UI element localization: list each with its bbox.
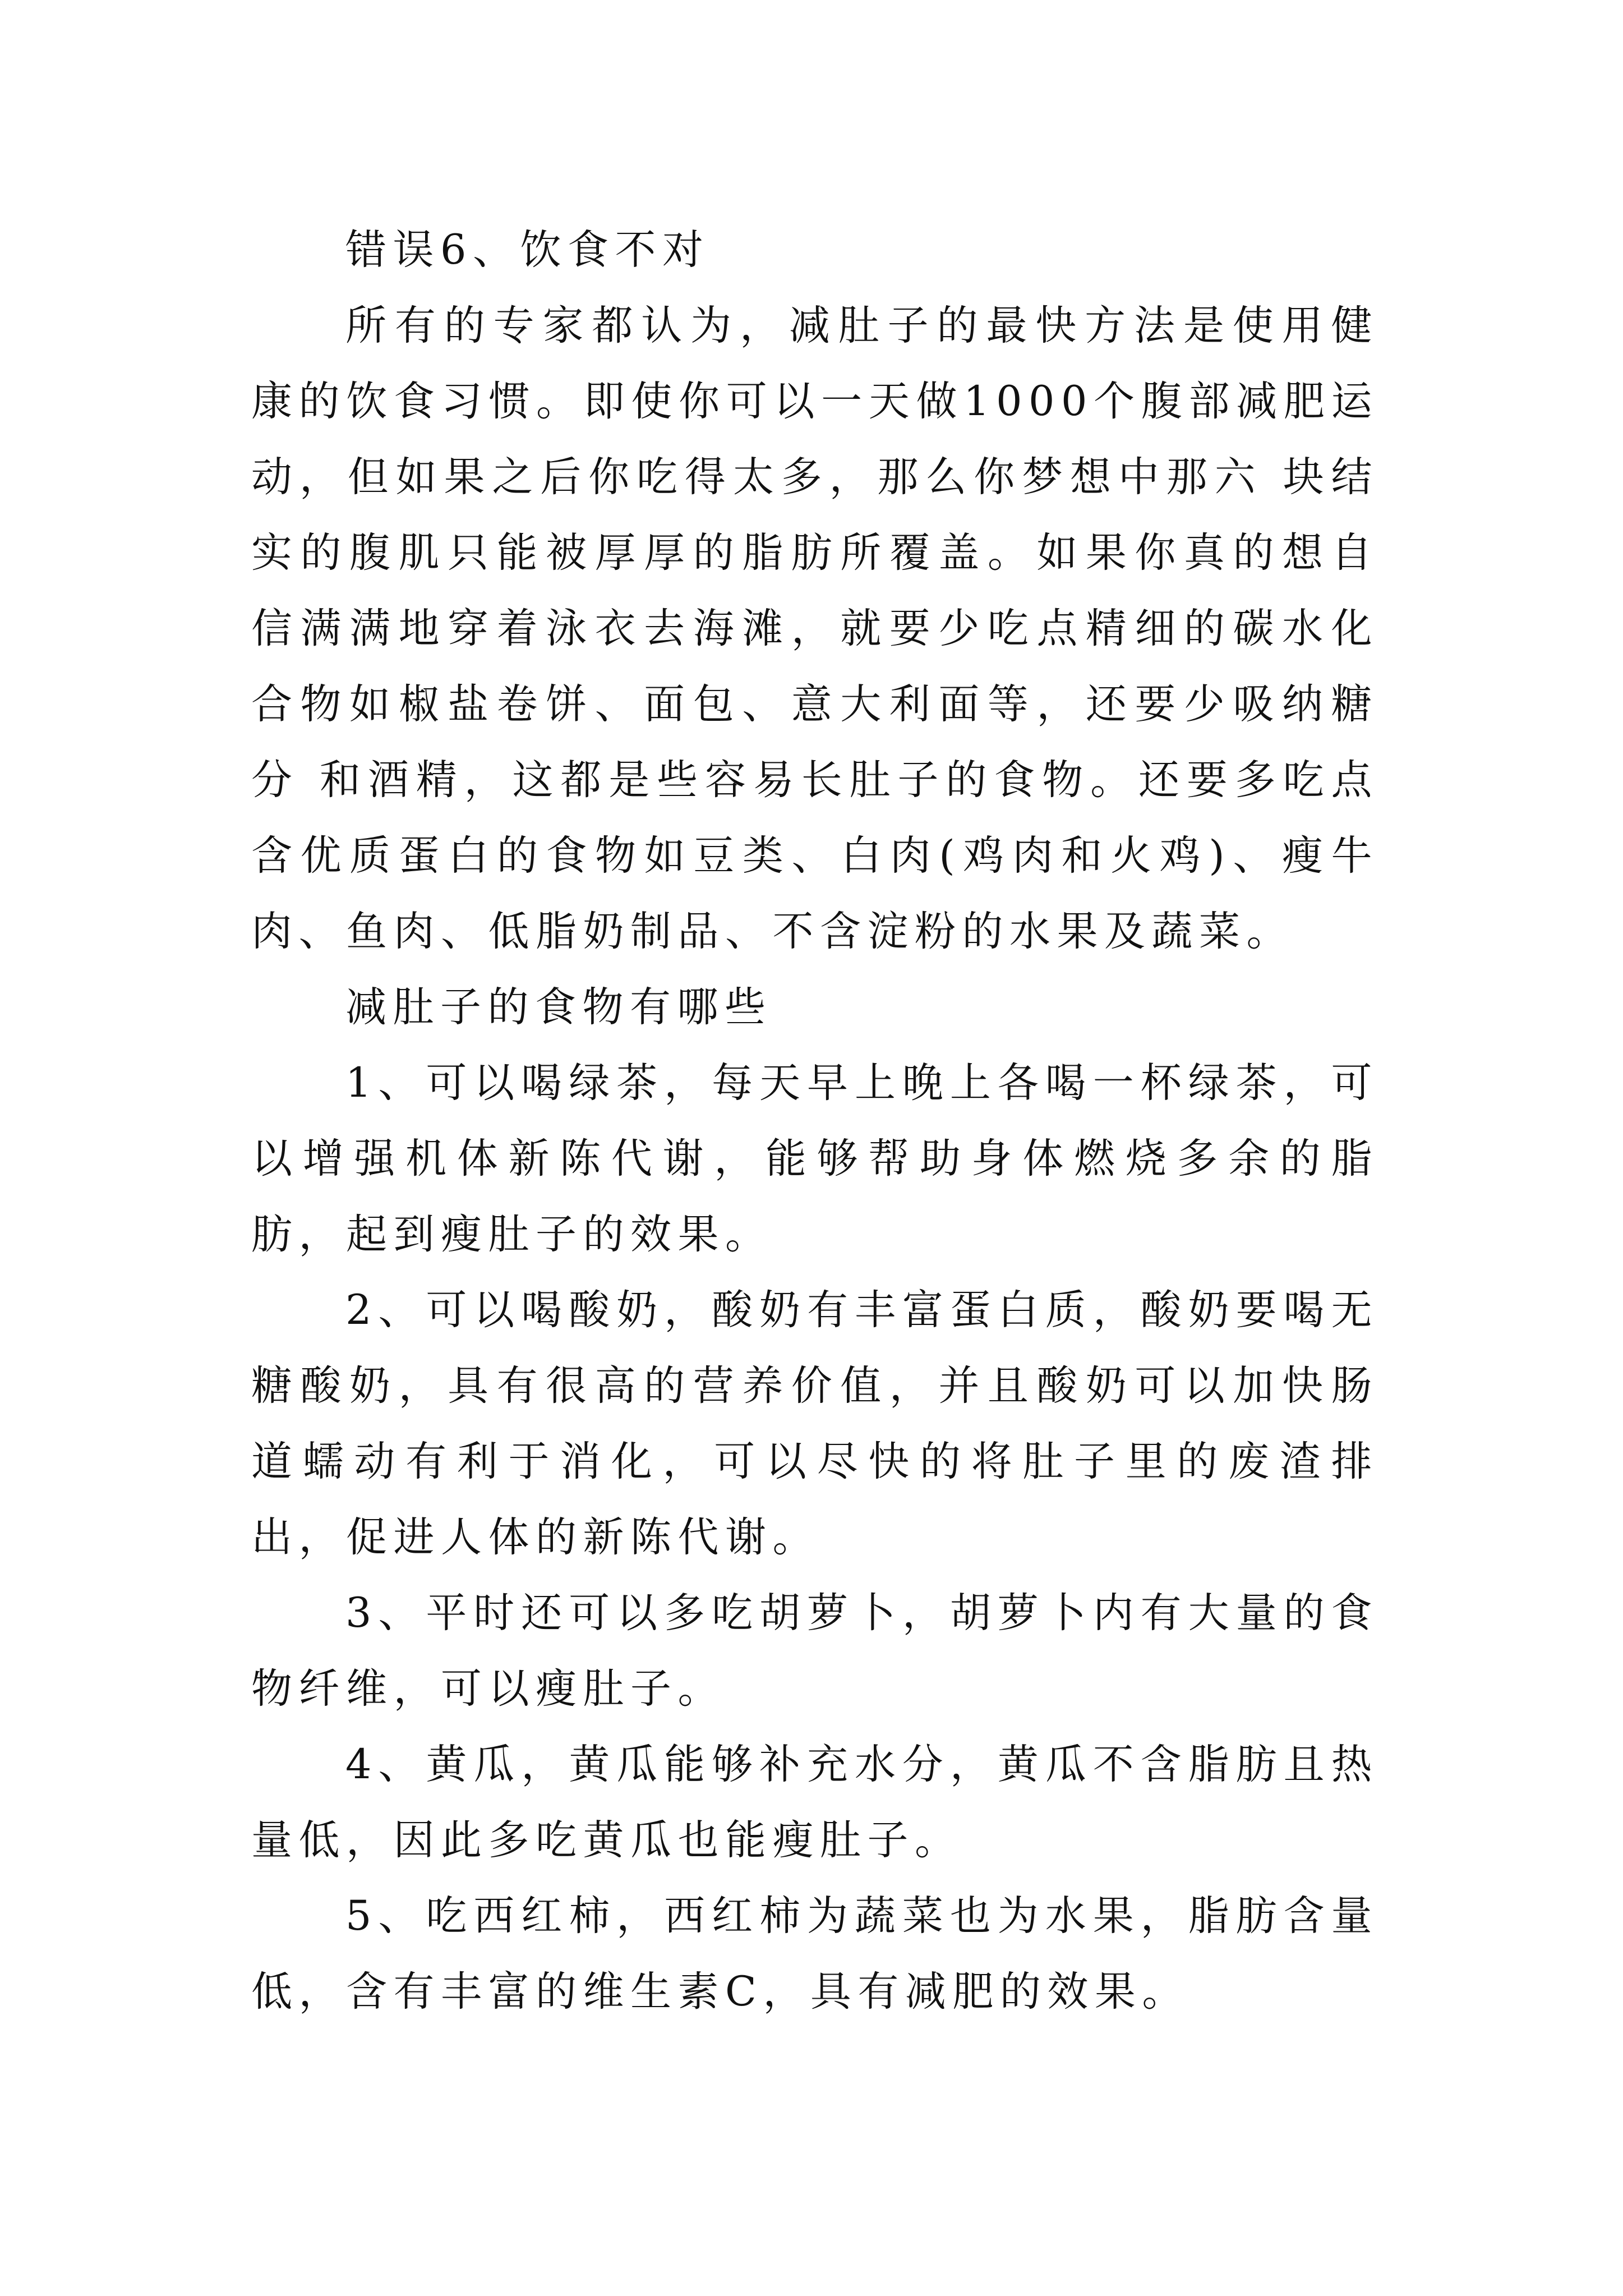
list-item-cucumber: 4、黄瓜，黄瓜能够补充水分，黄瓜不含脂肪且热量低，因此多吃黄瓜也能瘦肚子。 (251, 1741, 1378, 1864)
section-heading-mistake-6: 错误6、饮食不对 (345, 226, 710, 274)
list-item-carrot: 3、平时还可以多吃胡萝卜，胡萝卜内有大量的食物纤维，可以瘦肚子。 (251, 1589, 1378, 1713)
list-item-yogurt: 2、可以喝酸奶，酸奶有丰富蛋白质，酸奶要喝无糖酸奶，具有很高的营养价值，并且酸奶可以加快肠道蠕动有利于消化，可以尽快的将肚子里的废渣排出，促进人体的新陈代谢。 (251, 1286, 1378, 1561)
list-item-green-tea: 1、可以喝绿茶，每天早上晚上各喝一杯绿茶，可以增强机体新陈代谢，能够帮助身体燃烧多余的脂肪，起到瘦肚子的效果。 (251, 1059, 1378, 1258)
section-heading-belly-foods: 减肚子的食物有哪些 (345, 983, 772, 1031)
paragraph-diet-advice: 所有的专家都认为，减肚子的最快方法是使用健康的饮食习惯。即使你可以一天做1000个腹部减肥运动，但如果之后你吃得太多，那么你梦想中那六 块结实的腹肌只能被厚厚的脂肪所覆盖。如果你真的想自信满满地穿着泳衣去海滩，就要少吃点精细的碳水化合物如椒盐卷饼、面包、意大利面等，还要少吸纳糖分 和酒精，这都是些容易长肚子的食物。还要多吃点含优质蛋白的食物如豆类、白肉(鸡肉和火鸡)、瘦牛肉、鱼肉、低脂奶制品、不含淀粉的水果及蔬菜。 (251, 302, 1378, 955)
document-body (251, 212, 1378, 2030)
list-item-tomato: 5、吃西红柿，西红柿为蔬菜也为水果，脂肪含量低，含有丰富的维生素C，具有减肥的效果。 (251, 1892, 1378, 2016)
